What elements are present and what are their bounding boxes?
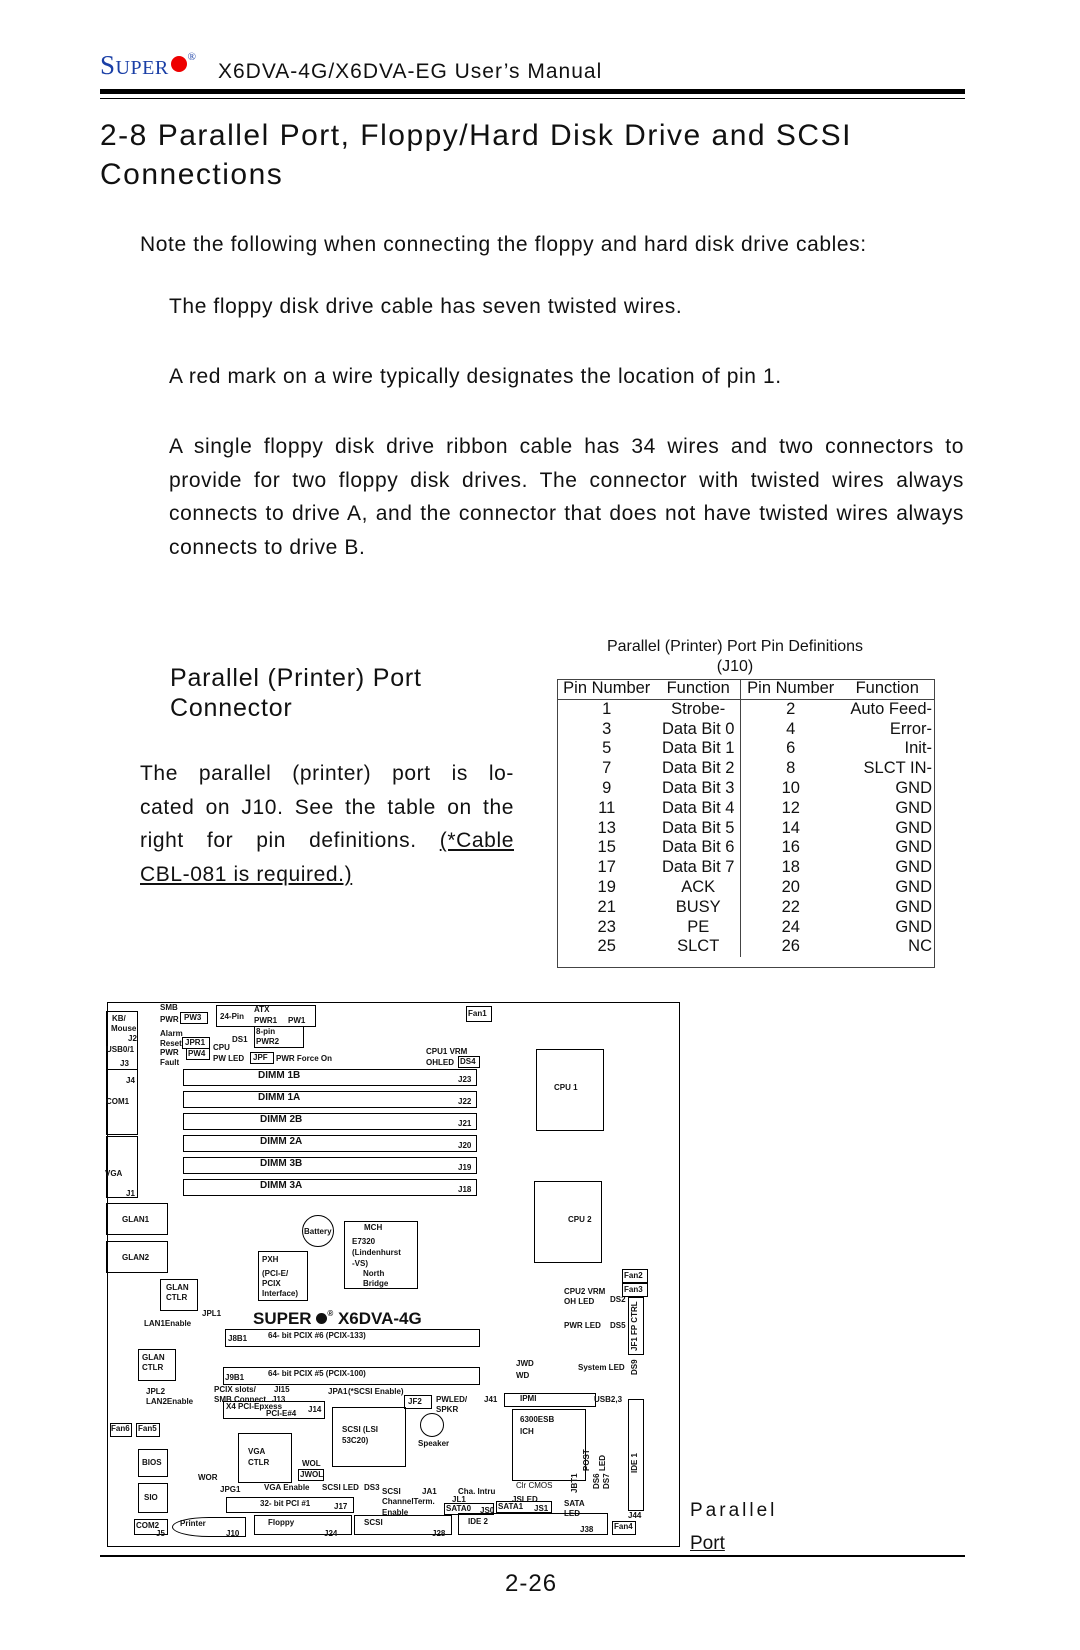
board-label: JS1 <box>534 1504 549 1513</box>
table-cell: Auto Feed- <box>850 699 932 718</box>
dimm-slot <box>183 1091 477 1108</box>
section-title: 2-8 Parallel Port, Floppy/Hard Disk Drive and SCSI Connections <box>100 119 852 191</box>
board-label: VGA <box>105 1169 123 1178</box>
board-label: CPU2 VRM <box>564 1287 606 1296</box>
subsection-text-line-3 <box>140 824 514 858</box>
table-cell: GND <box>895 778 932 797</box>
table-cell: 2 <box>786 699 796 718</box>
ipmi-slot <box>504 1393 596 1407</box>
board-label: JPA1 <box>328 1387 348 1396</box>
board-label: 32- bit PCI #1 <box>260 1499 311 1508</box>
footer-rule <box>100 1555 965 1557</box>
board-label: SMB <box>160 1003 178 1012</box>
dimm-label: DIMM 3A <box>260 1180 303 1191</box>
table-cell: Init- <box>904 739 932 758</box>
board-label: BIOS <box>142 1458 162 1467</box>
board-label: GLAN <box>142 1353 165 1362</box>
board-label: KB/ <box>112 1014 126 1023</box>
board-label: LAN2Enable <box>146 1397 194 1406</box>
board-label: Fan6 <box>111 1424 130 1433</box>
table-cell: GND <box>895 818 932 837</box>
board-label: J28 <box>432 1529 446 1538</box>
table-cell: 6 <box>786 739 796 758</box>
dimm-slot <box>183 1069 477 1086</box>
board-label: J22 <box>458 1097 472 1106</box>
table-cell: 14 <box>781 818 800 837</box>
table-cell: 22 <box>781 897 800 916</box>
board-label: -VS) <box>352 1259 368 1268</box>
board-label: DS1 <box>232 1035 248 1044</box>
table-cell: Error- <box>889 719 932 738</box>
board-label: LED <box>564 1509 580 1518</box>
board-label: Battery <box>304 1227 332 1236</box>
board-label: DS7 <box>602 1473 611 1489</box>
table-row <box>557 819 934 839</box>
board-label: USB0/1 <box>106 1045 135 1054</box>
section-note: Note the following when connecting the floppy and hard disk drive cables: <box>140 233 867 256</box>
board-label: Alarm <box>160 1029 183 1038</box>
table-cell: 19 <box>597 877 616 896</box>
board-label: PW LED <box>213 1054 245 1063</box>
dimm-slot <box>183 1179 477 1196</box>
board-label: Fan2 <box>624 1271 643 1280</box>
board-label: CTLR <box>248 1458 270 1467</box>
board-label: J4 <box>126 1076 135 1085</box>
board-label: JSLED <box>512 1495 538 1504</box>
table-cell: 20 <box>781 877 800 896</box>
table-cell: GND <box>895 877 932 896</box>
board-label: JA1 <box>422 1487 437 1496</box>
table-cell: Data Bit 3 <box>656 779 740 799</box>
board-label: JPL1 <box>202 1309 222 1318</box>
board-label: Interface) <box>262 1289 299 1298</box>
board-label: Fan4 <box>614 1522 633 1531</box>
board-label: DS5 <box>610 1321 626 1330</box>
board-label: 24-Pin <box>220 1012 245 1021</box>
board-label: Enable <box>382 1508 409 1517</box>
board-label: PW1 <box>288 1016 306 1025</box>
board-label: DS4 <box>460 1057 476 1066</box>
board-label: FP CTRL <box>630 1301 639 1335</box>
board-label: DS3 <box>364 1483 380 1492</box>
board-label: PW4 <box>188 1049 206 1058</box>
board-label: Fan5 <box>138 1424 157 1433</box>
table-cell: NC <box>908 937 932 956</box>
table-cell: 3 <box>602 719 612 738</box>
bullet-2: A red mark on a wire typically designates the location of pin 1. <box>169 365 782 388</box>
table-cell: PE <box>656 918 740 938</box>
table-cell: GND <box>895 917 932 936</box>
table-caption-title: Parallel (Printer) Port Pin Definitions <box>606 638 864 655</box>
table-cell: 26 <box>781 937 800 956</box>
board-label: PCIX slots/ <box>214 1385 256 1394</box>
board-label: SCSI <box>364 1518 383 1527</box>
table-cell: 8 <box>786 759 796 778</box>
board-label: (PCI-E/ <box>262 1269 289 1278</box>
board-label: SMB Connect <box>214 1395 266 1404</box>
board-label: USB2,3 <box>594 1395 623 1404</box>
board-label: SATA0 <box>446 1504 472 1513</box>
board-label: ATX <box>254 1005 270 1014</box>
callout-port: Port <box>690 1533 725 1554</box>
board-label: Floppy <box>268 1518 295 1527</box>
board-label: PWR Force On <box>276 1054 333 1063</box>
board-label: J21 <box>458 1119 472 1128</box>
board-label: OHLED <box>426 1058 454 1067</box>
table-cell: Data Bit 6 <box>656 838 740 858</box>
board-label: J38 <box>580 1525 594 1534</box>
board-label: PW3 <box>184 1013 202 1022</box>
dimm-label: DIMM 1B <box>258 1070 301 1081</box>
board-label: OH LED <box>564 1297 595 1306</box>
table-row <box>557 918 934 938</box>
table-caption <box>560 637 910 677</box>
board-label: LED <box>598 1455 607 1471</box>
table-row <box>557 878 934 898</box>
board-label: (*SCSI Enable) <box>348 1387 404 1396</box>
table-cell: GND <box>895 858 932 877</box>
board-label: PXH <box>262 1255 279 1264</box>
table-cell: Data Bit 4 <box>656 799 740 819</box>
table-cell: 10 <box>781 778 800 797</box>
header-rule <box>100 89 965 94</box>
board-label: J44 <box>628 1511 642 1520</box>
table-row <box>557 739 934 759</box>
board-label: E7320 <box>352 1237 376 1246</box>
table-row <box>557 699 934 719</box>
table-cell: SLCT IN- <box>863 759 932 778</box>
table-cell: GND <box>895 838 932 857</box>
board-label: CPU 1 <box>554 1083 578 1092</box>
board-label: J20 <box>458 1141 472 1150</box>
table-cell: Data Bit 0 <box>656 720 740 740</box>
board-label: SCSI <box>382 1487 401 1496</box>
dimm-slot <box>183 1113 477 1130</box>
board-label: JL1 <box>452 1495 466 1504</box>
table-cell: ACK <box>656 878 740 898</box>
table-row <box>557 838 934 858</box>
bullet-1: The floppy disk drive cable has seven twisted wires. <box>169 295 683 318</box>
table-cell: 25 <box>597 937 616 956</box>
board-label: CPU1 VRM <box>426 1047 468 1056</box>
col-header: Function <box>841 679 935 699</box>
subsection-text-line-2: cated on J10. See the table on the <box>140 795 514 819</box>
board-label: JWD <box>516 1359 534 1368</box>
table-cell: 15 <box>597 838 616 857</box>
board-label: 64- bit PCIX #5 (PCIX-100) <box>268 1369 366 1378</box>
brand-logo: SUPER ® <box>100 50 197 80</box>
board-label: Fault <box>160 1058 180 1067</box>
table-cell: 12 <box>781 798 800 817</box>
board-label: IPMI <box>520 1394 537 1403</box>
board-label: J5 <box>156 1529 165 1538</box>
speaker-icon <box>420 1413 444 1437</box>
board-label: Speaker <box>418 1439 450 1448</box>
board-label: WD <box>516 1371 530 1380</box>
subsection-text-line-1: The parallel (printer) port is lo- <box>140 762 514 785</box>
callout-parallel: Parallel <box>690 1500 778 1521</box>
board-label: JPR1 <box>185 1038 206 1047</box>
subsection-title: Parallel (Printer) Port Connector <box>170 664 422 722</box>
board-label: Bridge <box>363 1279 389 1288</box>
board-label: J2 <box>128 1034 137 1043</box>
board-label: JWOL <box>300 1470 324 1479</box>
board-label: PCIX <box>262 1279 281 1288</box>
table-row <box>557 720 934 740</box>
table-cell: Data Bit 1 <box>656 739 740 759</box>
board-label: J9B1 <box>225 1373 245 1382</box>
board-label: J18 <box>458 1185 472 1194</box>
board-label: PWR2 <box>256 1037 280 1046</box>
board-label: IDE 1 <box>630 1452 639 1473</box>
board-label: SCSI LED <box>322 1483 359 1492</box>
board-label: Mouse <box>111 1024 137 1033</box>
board-label: COM1 <box>106 1097 130 1106</box>
board-label: GLAN1 <box>122 1215 150 1224</box>
board-label: DS9 <box>630 1359 639 1375</box>
board-label: Reset <box>160 1039 182 1048</box>
board-label: JI15 <box>274 1385 290 1394</box>
table-row <box>557 759 934 779</box>
board-label: PWR <box>160 1048 179 1057</box>
board-label: J17 <box>334 1502 348 1511</box>
board-label: J41 <box>484 1395 498 1404</box>
board-label: JS0 <box>480 1506 495 1515</box>
dimm-label: DIMM 1A <box>258 1092 301 1103</box>
table-cell: GND <box>895 798 932 817</box>
board-label: CPU 2 <box>568 1215 592 1224</box>
board-label: X4 PCI-Epxess <box>226 1402 283 1411</box>
col-header: Pin Number <box>740 679 840 699</box>
board-label: CTLR <box>142 1363 164 1372</box>
table-header-row <box>557 679 934 699</box>
board-label: (Lindenhurst <box>352 1248 401 1257</box>
board-label: J10 <box>226 1529 240 1538</box>
board-label: J23 <box>458 1075 472 1084</box>
board-label: IDE 2 <box>468 1517 489 1526</box>
board-label: JPG1 <box>220 1485 241 1494</box>
table-row <box>557 937 934 957</box>
board-label: Clr CMOS <box>516 1481 553 1490</box>
table-cell: 5 <box>602 739 612 758</box>
board-label: VGA Enable <box>264 1483 310 1492</box>
table-cell: 17 <box>597 858 616 877</box>
board-label: ICH <box>520 1427 534 1436</box>
board-label: Fan1 <box>468 1009 487 1018</box>
dimm-label: DIMM 2B <box>260 1114 303 1125</box>
table-caption-ref: (J10) <box>716 658 754 675</box>
board-label: CPU <box>213 1043 230 1052</box>
table-cell: 7 <box>602 759 612 778</box>
bullet-3: A single floppy disk drive ribbon cable has 34 wires and two connectors to provide for two floppy disk drives. The connector with twisted wires always connects to drive A, and the connector that does not have twisted wires always connects to drive B. <box>169 435 964 559</box>
board-label: Fan3 <box>624 1285 643 1294</box>
table-cell: 23 <box>597 917 616 936</box>
col-header: Pin Number <box>557 679 656 699</box>
board-label: 6300ESB <box>520 1415 555 1424</box>
table-cell: Data Bit 2 <box>656 759 740 779</box>
header-rule-thin <box>100 98 965 99</box>
board-label: Cha. Intru <box>458 1487 496 1496</box>
board-label: Printer <box>180 1519 206 1528</box>
table-cell: Data Bit 5 <box>656 819 740 839</box>
table-row <box>557 779 934 799</box>
board-label: WOR <box>198 1473 218 1482</box>
board-brand-logo: SUPER ® X6DVA-4G <box>253 1309 422 1328</box>
board-label: J19 <box>458 1163 472 1172</box>
board-label: PWLED/ <box>436 1395 468 1404</box>
motherboard-diagram <box>107 1002 680 1547</box>
dimm-slot <box>183 1135 477 1152</box>
board-label: 8-pin <box>256 1027 276 1036</box>
board-label: DS2 <box>610 1295 626 1304</box>
dimm-label: DIMM 2A <box>260 1136 303 1147</box>
board-label: JBT1 <box>570 1473 579 1493</box>
table-row <box>557 898 934 918</box>
board-label: DS6 <box>592 1473 601 1489</box>
board-label: ChannelTerm. <box>382 1497 435 1506</box>
table-cell: 24 <box>781 917 800 936</box>
board-label: SPKR <box>436 1405 459 1414</box>
dimm-label: DIMM 3B <box>260 1158 303 1169</box>
board-label: North <box>363 1269 385 1278</box>
table-cell: 1 <box>602 699 612 718</box>
board-label: PCI-E#4 <box>266 1409 297 1418</box>
board-label: J1 <box>126 1189 135 1198</box>
table-cell: Strobe- <box>656 699 740 719</box>
board-label: MCH <box>364 1223 383 1232</box>
board-label: COM2 <box>136 1521 160 1530</box>
board-label: CTLR <box>166 1293 188 1302</box>
board-label: WOL <box>302 1459 321 1468</box>
subsection-text-part: right for pin definitions. <box>140 829 417 852</box>
table-cell: 13 <box>597 818 616 837</box>
board-label: PWR1 <box>254 1016 278 1025</box>
board-label: JF2 <box>408 1397 422 1406</box>
table-cell: BUSY <box>656 898 740 918</box>
table-row <box>557 858 934 878</box>
board-label: PWR <box>160 1015 179 1024</box>
board-label: J14 <box>308 1405 322 1414</box>
board-label: JF1 <box>630 1337 639 1351</box>
board-label: J8B1 <box>228 1334 248 1343</box>
table-cell: 4 <box>786 719 796 738</box>
table-cell: 16 <box>781 838 800 857</box>
board-label: J3 <box>120 1059 129 1068</box>
board-label: SATA1 <box>498 1502 524 1511</box>
subsection-text <box>140 757 514 891</box>
table-row <box>557 799 934 819</box>
col-header: Function <box>656 679 740 699</box>
pin-definition-table <box>557 679 934 957</box>
table-cell: 21 <box>597 897 616 916</box>
table-cell: GND <box>895 897 932 916</box>
table-cell: 11 <box>598 798 616 817</box>
board-label: LAN1Enable <box>144 1319 192 1328</box>
board-label: 64- bit PCIX #6 (PCIX-133) <box>268 1331 366 1340</box>
board-label: JPL2 <box>146 1387 166 1396</box>
board-label: J13 <box>272 1395 286 1404</box>
page-number: 2-26 <box>505 1570 558 1597</box>
table-cell: SLCT <box>656 937 740 957</box>
board-label: J24 <box>324 1529 338 1538</box>
board-label: System LED <box>578 1363 625 1372</box>
board-label: VGA <box>248 1447 266 1456</box>
board-label: GLAN2 <box>122 1253 150 1262</box>
table-cell: 18 <box>781 858 800 877</box>
board-label: PWR LED <box>564 1321 601 1330</box>
board-label: POST <box>582 1449 591 1471</box>
board-label: JPF <box>253 1053 268 1062</box>
table-cell: 9 <box>602 778 612 797</box>
dimm-slot <box>183 1157 477 1174</box>
board-label: GLAN <box>166 1283 189 1292</box>
manual-title: X6DVA-4G/X6DVA-EG User’s Manual <box>218 60 603 83</box>
logo-dot-icon <box>171 56 187 72</box>
table-cell: Data Bit 7 <box>656 858 740 878</box>
cable-note-b: CBL-081 is required.) <box>140 862 353 886</box>
cable-note-a: (*Cable <box>439 829 514 852</box>
board-label: SATA <box>564 1499 585 1508</box>
board-label: SCSI (LSI <box>342 1425 379 1434</box>
board-label: 53C20) <box>342 1436 369 1445</box>
board-label: SIO <box>144 1493 158 1502</box>
